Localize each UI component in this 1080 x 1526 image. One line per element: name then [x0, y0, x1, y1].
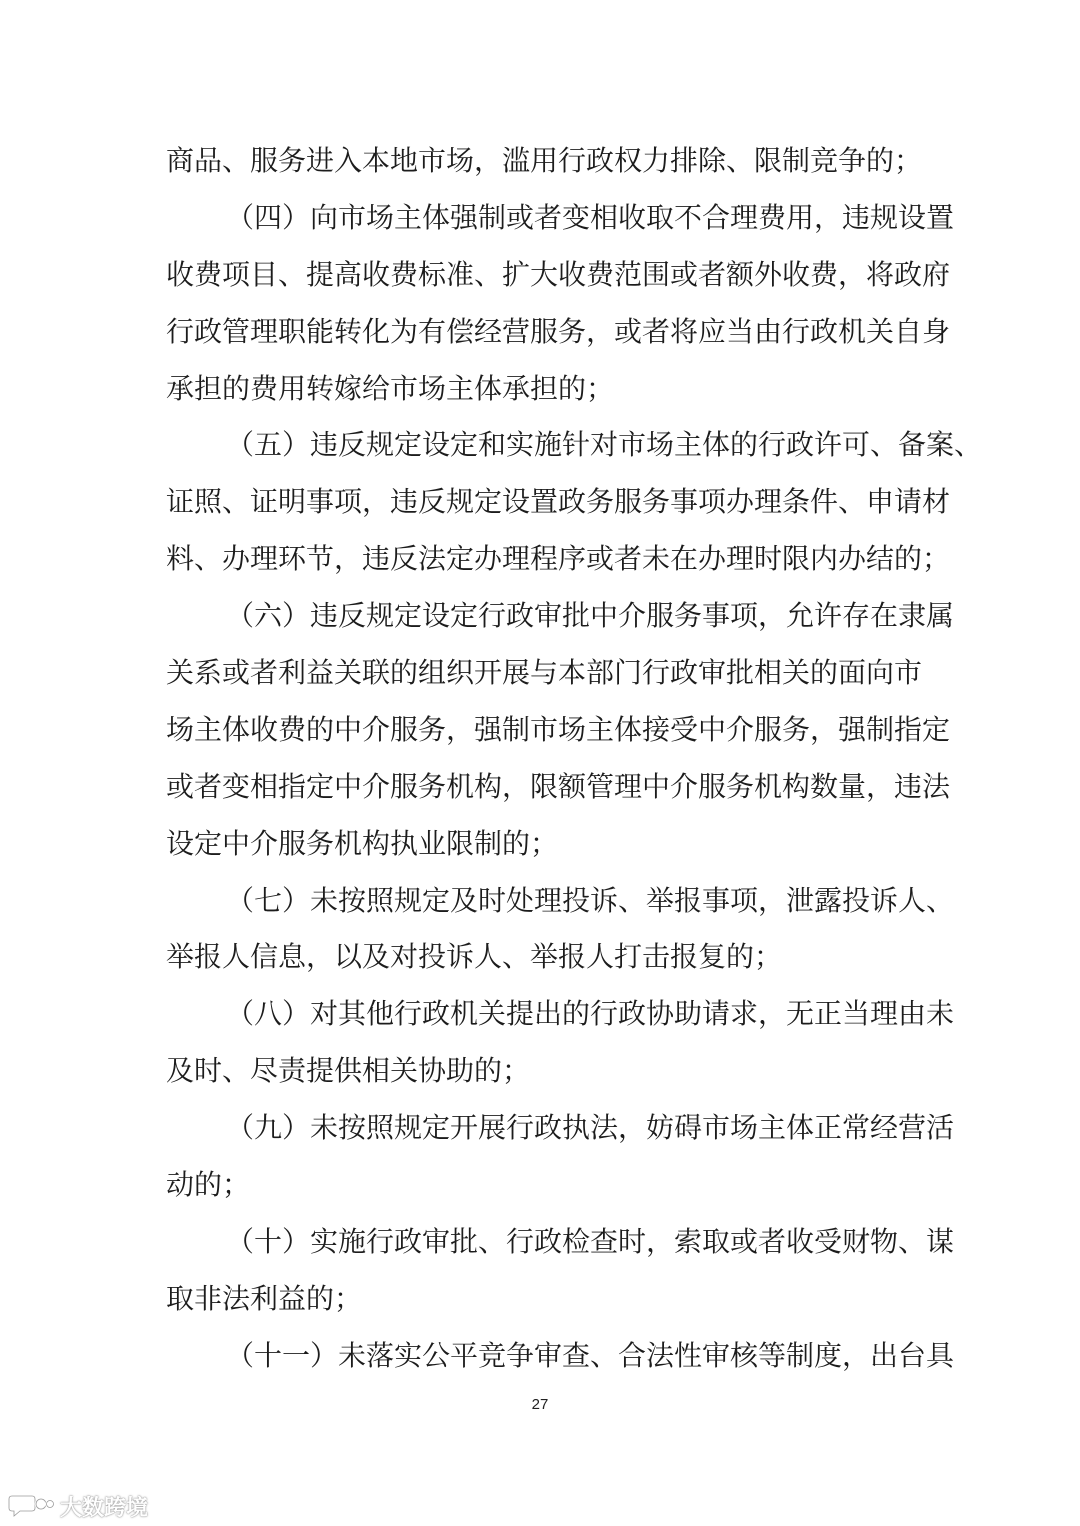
- text-line: 设定中介服务机构执业限制的；: [166, 826, 559, 860]
- paragraph: [166, 588, 955, 872]
- text-line: （六）违反规定设定行政审批中介服务事项，允许存在隶属: [226, 599, 955, 633]
- paragraph: [166, 1214, 955, 1328]
- text-line: 取非法利益的；: [166, 1281, 363, 1315]
- watermark: [8, 1491, 148, 1521]
- watermark-text: 大数跨境: [60, 1495, 149, 1521]
- text-line: 或者变相指定中介服务机构，限额管理中介服务机构数量，违法: [166, 769, 951, 803]
- paragraph: [166, 1328, 955, 1385]
- text-line: 料、办理环节，违反法定办理程序或者未在办理时限内办结的；: [166, 542, 951, 576]
- text-line: 证照、证明事项，违反规定设置政务服务事项办理条件、申请材: [166, 485, 951, 519]
- text-line: （九）未按照规定开展行政执法，妨碍市场主体正常经营活: [226, 1111, 955, 1145]
- paragraph: [166, 1100, 955, 1214]
- text-line: （十）实施行政审批、行政检查时，索取或者收受财物、谋: [226, 1224, 955, 1258]
- chat-bubble-icon: [8, 1493, 54, 1519]
- text-line: （十一）未落实公平竞争审查、合法性审核等制度，出台具: [226, 1338, 955, 1372]
- text-line: 场主体收费的中介服务，强制市场主体接受中介服务，强制指定: [166, 712, 951, 746]
- paragraph: [166, 133, 923, 190]
- text-line: （四）向市场主体强制或者变相收取不合理费用，违规设置: [226, 200, 955, 234]
- paragraph: [166, 986, 955, 1100]
- paragraph: [166, 190, 955, 418]
- text-line: 行政管理职能转化为有偿经营服务，或者将应当由行政机关自身: [166, 314, 951, 348]
- text-line: （五）违反规定设定和实施针对市场主体的行政许可、备案、: [226, 428, 983, 462]
- page-number: 27: [531, 1396, 549, 1413]
- paragraph: [166, 873, 955, 987]
- text-line: 关系或者利益关联的组织开展与本部门行政审批相关的面向市: [166, 656, 923, 690]
- text-line: （八）对其他行政机关提出的行政协助请求，无正当理由未: [226, 997, 955, 1031]
- text-line: 收费项目、提高收费标准、扩大收费范围或者额外收费，将政府: [166, 257, 951, 291]
- text-line: 承担的费用转嫁给市场主体承担的；: [166, 371, 615, 405]
- document-body: [166, 133, 983, 1385]
- paragraph: [166, 417, 983, 588]
- text-line: 举报人信息，以及对投诉人、举报人打击报复的；: [166, 940, 783, 974]
- text-line: 动的；: [166, 1168, 251, 1202]
- text-line: 及时、尽责提供相关协助的；: [166, 1054, 531, 1088]
- text-line: 商品、服务进入本地市场，滥用行政权力排除、限制竞争的；: [166, 144, 923, 177]
- text-line: （七）未按照规定及时处理投诉、举报事项，泄露投诉人、: [226, 883, 955, 917]
